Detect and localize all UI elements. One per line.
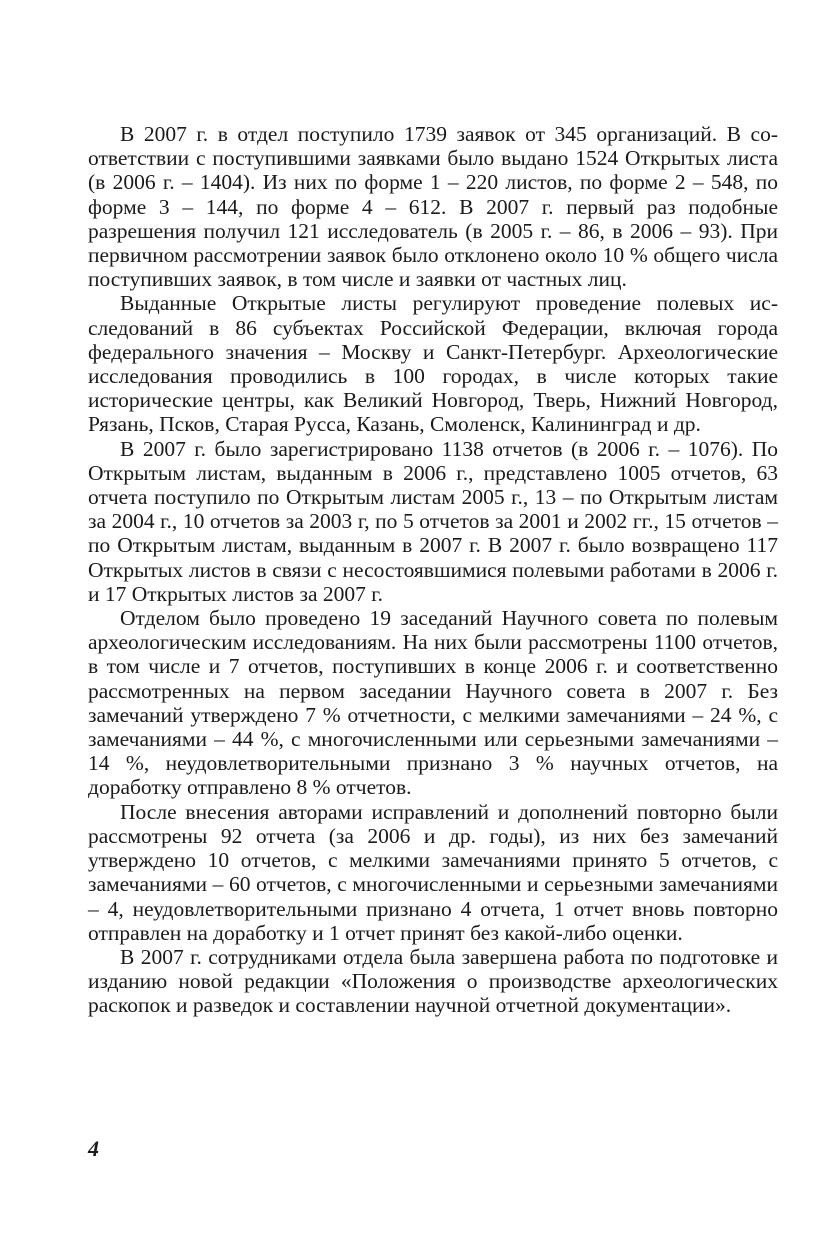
paragraph-5: После внесения авторами исправлений и дополнений повторно были рассмотрены 92 отчета (за 2006 и др. годы), из них без замечаний утверждено 10 отчетов, с мелкими замечаниями принято 5 отчетов, с замечаниями – 60 отчетов, с многочисленными и серьезными замечаниями – 4, неудовлетворительными признано 4 отчета, 1 отчет вновь повторно отправлен на доработку и 1 отчет принят без какой-либо оценки. <box>88 799 778 945</box>
paragraph-2: Выданные Открытые листы регулируют проведение полевых исследований в 86 субъектах Российской Федерации, включая города федерального значения – Москву и Санкт-Петербург. Археологические исследования проводились в 100 городах, в числе которых такие исторические центры, как Великий Новгород, Тверь, Нижний Новгород, Рязань, Псков, Старая Русса, Казань, Смоленск, Калининград и др. <box>88 291 778 437</box>
paragraph-4: Отделом было проведено 19 заседаний Научного совета по полевым археологическим исследованиям. На них были рассмотрены 1100 отчетов, в том числе и 7 отчетов, поступивших в конце 2006 г. и соответственно рассмотренных на первом заседании Научного совета в 2007 г. Без замечаний утверждено 7 % отчетности, с мелкими замечаниями – 24 %, с замечаниями – 44 %, с многочисленными или серьезными замечаниями – 14 %, неудовлетворительными признано 3 % научных отчетов, на доработку отправлено 8 % отчетов. <box>88 606 778 800</box>
page-number: 4 <box>88 1136 99 1161</box>
paragraph-6: В 2007 г. сотрудниками отдела была завершена работа по подготовке и изданию новой редакции «Положения о производстве археологических раскопок и разведок и составлении научной отчетной документации». <box>88 944 778 1018</box>
paragraph-3: В 2007 г. было зарегистрировано 1138 отчетов (в 2006 г. – 1076). По Открытым листам, выданным в 2006 г., представлено 1005 отчетов, 63 отчета поступило по Открытым листам 2005 г., 13 – по Открытым листам за 2004 г., 10 отчетов за 2003 г, по 5 отчетов за 2001 и 2002 гг., 15 отчетов – по Открытым листам, выданным в 2007 г. В 2007 г. было возвращено 117 Открытых листов в связи с несостоявшимися полевыми работами в 2006 г. и 17 Открытых листов за 2007 г. <box>88 436 778 606</box>
page-body <box>88 122 778 1018</box>
paragraph-1: В 2007 г. в отдел поступило 1739 заявок от 345 организаций. В соответствии с поступившими заявками было выдано 1524 Открытых листа (в 2006 г. – 1404). Из них по форме 1 – 220 листов, по форме 2 – 548, по форме 3 – 144, по форме 4 – 612. В 2007 г. первый раз подобные разрешения получил 121 исследователь (в 2005 г. – 86, в 2006 – 93). При первичном рассмотрении заявок было отклонено около 10 % общего числа поступивших заявок, в том числе и заявки от частных лиц. <box>88 122 778 292</box>
